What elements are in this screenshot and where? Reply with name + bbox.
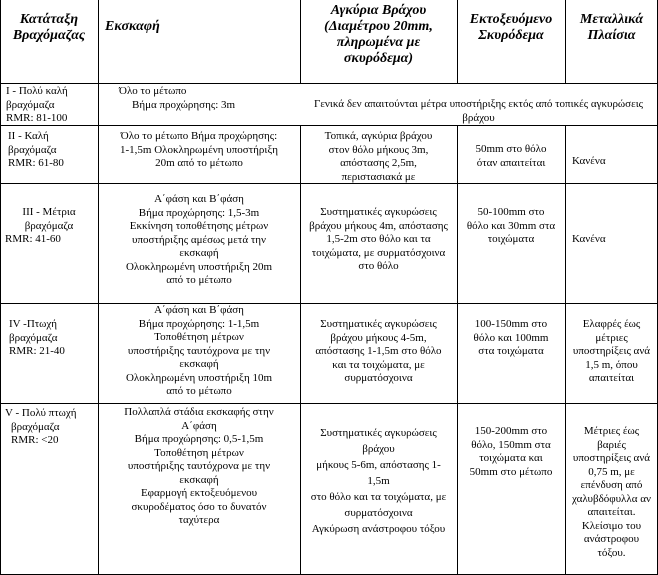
row3-rock-bolts: Συστηματικές αγκυρώσεις βράχου μήκους 4m, απόστασης 1,5-2m στο θόλο και τα τοιχώματα, με συρματόσχοινα στο θόλο [309,206,448,272]
row3-class: III - Μέτρια βραχόμαζα RMR: 41-60 [5,206,76,245]
row1-excavation: Όλο το μέτωπο Βήμα προχώρησης: 3m [119,85,236,111]
row5-steel-sets: Μέτριες έως βαριές υποστηρίξεις ανά 0,75 m, με επένδυση από χαλυβδόφυλλα αν απαιτείται. Κλείσιμο του ανάστροφου τόξου. [572,425,651,559]
row1-class: I - Πολύ καλή βραχόμαζα RMR: 81-100 [6,85,68,124]
table-border-left [0,0,1,575]
row2-shotcrete: 50mm στο θόλο όταν απαιτείται [475,143,547,169]
header-divider [0,83,658,84]
header-excavation: Εκσκαφή [105,19,160,34]
row3-excavation: A΄φάση και B΄φάση Βήμα προχώρησης: 1,5-3m Εκκίνηση τοποθέτησης μέτρων υποστήριξης αμέσως μετά την εκσκαφή Ολοκληρωμένη υποστήριξη 20m από το μέτωπο [125,193,273,286]
row5-shotcrete: 150-200mm στο θόλο, 150mm στα τοιχώματα και 50mm στο μέτωπο [469,425,553,478]
row5-excavation: Πολλαπλά στάδια εκσκαφής στην A΄φάση Βήμα προχώρησης: 0,5-1,5m Τοποθέτηση μέτρων υποστήριξης ταυτόχρονα με την εκσκαφή Εφαρμογή εκτοξευόμενου σκυροδέματος όσο το δυνατόν ταχύτερα [124,406,274,526]
row4-excavation: A΄φάση και B΄φάση Βήμα προχώρησης: 1-1,5m Τοποθέτηση μέτρων υποστήριξης ταυτόχρονα με την εκσκαφή Ολοκληρωμένη υποστήριξη 10m από το μέτωπο [125,304,273,397]
row3-steel-sets: Κανένα [572,233,606,245]
row-divider-1 [0,125,658,126]
header-shotcrete: Εκτοξευόμενο Σκυρόδεμα [469,12,553,43]
row5-rock-bolts: Συστηματικές αγκυρώσεις βράχου μήκους 5-6m, απόστασης 1- 1,5m στο θόλο και τα τοιχώματα, με συρματόσχοινα Αγκύρωση ανάστροφου τόξου [310,427,447,535]
row4-class: IV -Πτωχή βραχόμαζα RMR: 21-40 [9,318,65,357]
row2-excavation: Όλο το μέτωπο Βήμα προχώρησης: 1-1,5m Ολοκληρωμένη υποστήριξη 20m από το μέτωπο [120,130,278,169]
header-rock-bolts: Αγκύρια Βράχου (Διαμέτρου 20mm, πληρωμένα με σκυρόδεμα) [324,3,433,66]
row1-merged-support: Γενικά δεν απαιτούνται μέτρα υποστήριξης εκτός από τοπικές αγκυρώσεις βράχου [313,98,644,124]
row2-rock-bolts: Τοπικά, αγκύρια βράχου στον θόλο μήκους 3m, απόστασης 2,5m, περιστασιακά με [324,130,433,183]
row5-class: V - Πολύ πτωχή βραχόμαζα RMR: <20 [5,407,77,446]
row4-rock-bolts: Συστηματικές αγκυρώσεις βράχου μήκους 4-5m, απόστασης 1-1,5m στο θόλο και τα τοιχώματα, με συρματόσχοινα [315,318,442,384]
row-divider-4 [0,403,658,404]
row2-steel-sets: Κανένα [572,155,606,167]
row2-class: II - Καλή βραχόμαζα RMR: 61-80 [8,130,64,169]
header-steel-sets: Μεταλλικά Πλαίσια [579,12,644,43]
header-rock-mass-class: Κατάταξη Βραχόμαζας [12,12,86,43]
row4-steel-sets: Ελαφρές έως μέτριες υποστηρίξεις ανά 1,5 m, όπου απαιτείται [572,318,651,384]
row4-shotcrete: 100-150mm στο θόλο και 100mm στα τοιχώματα [473,318,549,357]
row3-shotcrete: 50-100mm στο θόλο και 30mm στα τοιχώματα [466,206,556,245]
